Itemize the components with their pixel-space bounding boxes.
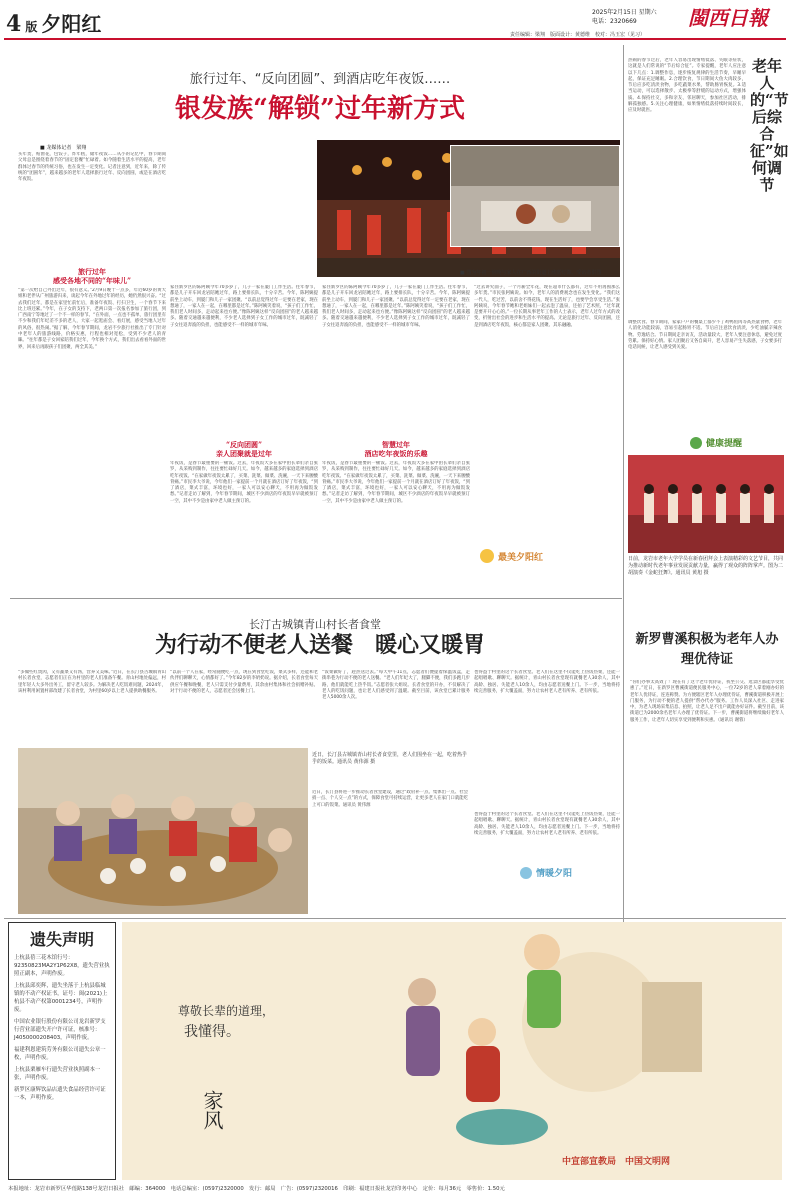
lead-tag bbox=[480, 548, 600, 564]
psa-slogan bbox=[178, 1002, 274, 1041]
stage-performance-illustration bbox=[628, 455, 784, 553]
notice-item: 上杭县邱奕辉，遗失坐落于上杭县临城镇的不动产权证书，证号：闽(2021)上杭县不动产权第0001234号，声明作废。 bbox=[14, 983, 108, 1013]
health-icon bbox=[690, 437, 702, 449]
page-number bbox=[6, 8, 101, 37]
notice-item: 上杭县栗雁车行遗失营业执照副本一张，声明作废。 bbox=[14, 1067, 101, 1081]
second-col-2: “以前一个人在家，经常随便吃一点，现在到食堂吃饭，菜式多样，还能和老伙伴们聊聊天，心情都好了。”今年82岁的李奶奶说。据介绍，长者食堂每天供应午餐和晚餐，老人只需支付少量费用，其余由村集体和社会捐赠补贴。对于行动不便的老人，志愿者还会送餐上门。 bbox=[170, 670, 318, 694]
notice-item: 福建利恩建筑劳务有限公司遗失公章一枚，声明作废。 bbox=[14, 1047, 106, 1061]
notice-title: 遗失声明 bbox=[29, 930, 94, 949]
right2-title: 新罗曹溪积极为老年人办理优待证 bbox=[635, 632, 779, 667]
lost-notice bbox=[8, 922, 116, 1180]
family-foot-wash-illustration bbox=[122, 922, 782, 1180]
lead-byline: ■ 龙媒体记者 梁翔 bbox=[40, 145, 87, 151]
second-col-3: “饭菜做好了，趁热送过去。”每天中午11点，志愿者们便提着保温饭盒，走街串巷为行动不便的老人送餐。“老人们年纪大了，腿脚不便，我们多跑几步路，他们就能吃上热乎饭。”志愿者张大姐说。长者食堂的开办，不仅解决了老人的吃饭问题，也让老人们感受到了温暖。截至目前，该食堂已累计服务老人5000余人次。 bbox=[322, 670, 470, 701]
lead-col-2b: 年夜饭，是春节最重要的一顿饭。过去，年夜饭大多在家中由长辈们亲自张罗，从采购到制作，往往要忙碌好几天。如今，越来越多的家庭选择到酒店吃年夜饭。“在家做年夜饭太累了，买菜、洗菜、做菜、洗碗，一天下来腰酸背痛。”市民李大爷说，今年他们一家提前一个月就在酒店订好了年夜饭，“到了酒店，菜式丰富，环境也好，一家人可以安心聊天，不用再为做饭发愁。”记者走访了解到，今年春节期间，城区不少酒店的年夜饭早早就被预订一空，其中不少是由家中老人做主预订的。 bbox=[170, 461, 318, 504]
second-photo bbox=[18, 748, 308, 914]
issue-weekday: 星期六 bbox=[638, 9, 657, 16]
bottom-rule bbox=[4, 918, 786, 919]
lead-headline-block bbox=[0, 48, 622, 138]
second-col-5: 也得益于村里的这个长者食堂。老人们在这里不仅能吃上热饭热菜，还能一起唱唱歌、聊聊天。据统计，青山村长者食堂现有就餐老人30余人，其中高龄、独居、失能老人10余人，均由志愿者送餐上门。下一步，当地将持续完善服务，扩大覆盖面，努力让农村老人老有所养、老有所依。 bbox=[474, 670, 620, 694]
lead-subhead-2: “反向团圆” 亲人团聚就是过年 bbox=[216, 440, 272, 458]
lead-title: 银发族“解锁”过年新方式 bbox=[175, 94, 465, 124]
header-phone: 电话：2320669 bbox=[592, 18, 637, 25]
notice-item: 上杭县蓓三花木馆行号：92350823MA2Y1P62X8，遗失营业执照正副本，声明作废。 bbox=[14, 955, 110, 977]
notice-item: 新罗区康辉饮品店遗失食品经营许可证一本，声明作废。 bbox=[14, 1087, 106, 1101]
lead-intro: 买年货，贴窗花，包饺子，炸年糕，储年夜饭……从小的记忆中，春节期间父母总是围绕着春节的“固定套餐”忙碌着。如今随着生活水平的提高，老年群体过春节的传统习俗，也在发生一定变化。记者注意到，近年来，除了传统的“团圆年”，越来越多的老年人选择旅行过年、反向团圆，或是在酒店吃年夜饭。 bbox=[18, 152, 166, 183]
second-tag bbox=[520, 866, 572, 879]
second-tag-label: 情暖夕阳 bbox=[536, 869, 573, 879]
right2-text: “你们办事太高效了！现在有了这个老年优待证，我坐公交、逛景区都能享受优惠了。”近日，在新罗区曹溪街道便民服务中心，一位72岁的老人拿着刚办好的老年人优待证，连连称赞。为方便辖区老年人办理优待证，曹溪街道积极开展上门服务，为行动不便的老人提供“帮办代办”服务。工作人员深入社区、走进家中，为老人现场采集信息、拍照，让老人足不出户就能办好证件。截至目前，该街道已为2000余名老年人办理了优待证。下一步，曹溪街道将继续做好老年人服务工作，让老年人切实享受到便利和实惠。（通讯员 谢蓉） bbox=[630, 680, 784, 723]
lead-subhead-3: 智慧过年 酒店吃年夜饭的乐趣 bbox=[364, 440, 428, 458]
sidebar-title: 老年人的“节后综合征”如何调节 bbox=[750, 57, 789, 194]
section-rule bbox=[10, 598, 622, 599]
lead-col-3b: 年夜饭，是春节最重要的一顿饭。过去，年夜饭大多在家中由长辈们亲自张罗，从采购到制作，往往要忙碌好几天。如今，越来越多的家庭选择到酒店吃年夜饭。“在家做年夜饭太累了，买菜、洗菜、做菜、洗碗，一天下来腰酸背痛。”市民李大爷说，今年他们一家提前一个月就在酒店订好了年夜饭，“到了酒店，菜式丰富，环境也好，一家人可以安心聊天，不用再为做饭发愁。”记者走访了解到，今年春节期间，城区不少酒店的年夜饭早早就被预订一空，其中不少是由家中老人做主预订的。 bbox=[322, 461, 470, 504]
page-footer: 本报地址：龙岩市新罗区华莲路138号龙岩日报社 邮编：364000 电话总编室：(0597)2320000 发行：邮局 广告：(0597)2320016 印刷：福建日报社龙岩印务中心 定价：每月36元 零售价：1.50元 bbox=[8, 1186, 505, 1192]
elderly-dining-illustration bbox=[18, 748, 308, 914]
page-number-value: 4 bbox=[6, 11, 22, 37]
lead-photo-caption: ■ 图为年初一傍晚与家人在广西的街道上欣赏灯饰。受访者供图 bbox=[460, 270, 602, 276]
sidebar-text-2: 调整饮食。春节期间，家家户户的餐桌上都少不了鸡鸭鱼肉等高热量食物，老年人消化功能较弱，容易引起肠胃不适。节后应注意饮食清淡，少吃油腻辛辣食物。劳逸结合。节日期间走亲访友，活动量较大，老年人要注意休息，避免过度劳累。保持好心情。家人团聚后又各自离开，老人容易产生失落感，子女要多打电话问候，让老人感受到关爱。 bbox=[628, 320, 782, 351]
restaurant-scene-illustration bbox=[451, 146, 620, 247]
editor-credits: 责任编辑：梁翔 版面设计：黄德维 校对：冯玉宏（见习） bbox=[510, 32, 646, 38]
heart-icon bbox=[520, 867, 532, 879]
second-kicker: 长汀古城镇青山村长者食堂 bbox=[249, 618, 381, 631]
issue-date: 2025年2月15日 bbox=[592, 9, 637, 16]
psa-ad bbox=[122, 922, 782, 1180]
second-col-1: “多做些红烧肉，又有蔬菜又有汤，营养又美味。”近日，在长汀县古城镇青山村长者食堂，志愿者们正在为村里的老人们准备午餐。青山村地处偏远，村里年轻人大多外出务工，留守老人较多。为解决老人吃饭难问题，2024年，该村利用闲置村部改建了长者食堂，为村里60岁以上老人提供助餐服务。 bbox=[18, 670, 166, 694]
masthead-logo: 閩西日報 bbox=[688, 6, 768, 30]
notice-item: 中国农业银行股份有限公司龙岩新罗支行营业部遗失开户许可证，核准号：J4050000208403，声明作废。 bbox=[14, 1019, 106, 1041]
lead-subhead-1: 旅行过年 感受各地不同的“年味儿” bbox=[52, 267, 132, 285]
page-unit: 版 bbox=[25, 20, 38, 34]
header-rule bbox=[4, 38, 786, 40]
health-tag bbox=[690, 436, 742, 449]
lead-col-4: “过去讲究面子，一个月薪全年花，现在超市什么都有，过年不用再囤那么多年货。”市民张阿姨说。如今，老年人的消费观念也在发生变化。“我们这一代人，吃过苦，以前舍不得花钱，现在生活好了，也要学会享受生活。”张阿姨说，今年春节她和老姐妹们一起去泡了温泉，还拍了艺术照，“过年就是要开开心心的。”一位长期从事老年工作的人士表示，老年人过年方式的改变，折射出社会的进步和生活水平的提高。无论是旅行过年、反向团圆，还是到酒店吃年夜饭，核心都是家人团聚、其乐融融。 bbox=[474, 285, 620, 328]
notice-list bbox=[9, 950, 115, 1110]
health-tag-label: 健康提醒 bbox=[706, 439, 743, 449]
lead-tag-label: 最美夕阳红 bbox=[498, 552, 544, 563]
second-title: 为行动不便老人送餐 暖心又暖胃 bbox=[154, 632, 485, 658]
lead-photo-inset bbox=[450, 145, 620, 247]
psa-footer: 中宣部宣教局 中国文明网 bbox=[562, 1157, 671, 1167]
lead-col-2: 家住新罗区的陈阿姨今年70多岁了，儿子一家在厦门工作生活。往年春节，都是儿子开车回龙岩陪她过年，路上要排长队，十分辛苦。今年，陈阿姨提前坐上动车，到厦门和儿子一家团聚。“以前总觉得过年一定要在老家，现在想通了，一家人在一起，在哪里都是过年。”陈阿姨笑着说，“孩子们工作忙，我们老人时间多，走动起来也方便。”像陈阿姨这样“反向团圆”的老人越来越多。随着交通越来越便利，不少老人选择到子女工作的城市过年，既减轻了子女往返奔波的负担，也能感受不一样的城市年味。 bbox=[170, 285, 318, 328]
second-photo-caption: 近日，长汀县古城镇青山村长者食堂里，老人们围坐在一起，吃着热乎乎的饭菜。通讯员 黄伟源 摄 bbox=[312, 752, 468, 765]
psa-seal: 家风 bbox=[200, 1090, 224, 1130]
sidebar-text-1: 热闹的春节过后，老年人容易出现情绪低落、失眠等症状，这就是人们常说的“节后综合征”。专家提醒，老年人应注意以下几点：1.调整作息，逐步恢复规律的生活节奏，早睡早起，保证充足睡眠。2.合理饮食，节日期间大鱼大肉较多，节后应多吃清淡食物，多吃蔬菜水果，帮助肠胃恢复。3.适当运动，可以选择散步、太极拳等舒缓的运动方式，增强体质。4.保持社交，多和亲友、邻居聊天，参加社区活动，排解孤独感。5.关注心理健康，如果情绪低落持续时间较长，应及时就医。 bbox=[628, 58, 746, 114]
section-name: 夕阳红 bbox=[41, 12, 102, 36]
lead-kicker: 旅行过年、“反向团圆”、到酒店吃年夜饭…… bbox=[189, 72, 451, 87]
flower-icon bbox=[480, 549, 494, 563]
page-header bbox=[0, 0, 790, 40]
lead-col-1: “第一次给自己外出过年，很有意义。”2月9日晚十一点多，年近60岁的黄大姐和老伴从广州旅游归来，谈起今年在外地过年的经历，她仍然很兴奋。“过去我们过年，都是在家里忙前忙后，准备年夜饭、打扫卫生，一个春节下来比上班还累。”今年，在子女的支持下，老两口第一次报名参加了旅行团，到广西南宁等地过了一个不一样的春节。“在外面，一点也不孤单，旅行团里有不少和我们年纪差不多的老人，大家一起逛庙会、看灯展，感受当地人过年的风俗，很热闹。”据了解，今年春节期间，龙岩不少旅行社推出了专门针对中老年人的旅游线路，价格实惠，行程也相对宽松，受到不少老人的青睐。“往年都是子女回家陪我们过年，今年换个方式，我们出去看看外面的世界，回来后再跟孩子们团聚，两全其美。” bbox=[18, 288, 166, 350]
second-col-4: 近日，长汀县将进一步推动长者食堂建设，通过“政府补一点、集体出一点、社会捐一点、个人交一点”的方式，保障食堂可持续运营，让更多老人在家门口就能吃上可口的饭菜。通讯员 黄伟源 bbox=[312, 790, 468, 808]
second-col-6: 也得益于村里的这个长者食堂。老人们在这里不仅能吃上热饭热菜，还能一起唱唱歌、聊聊天。据统计，青山村长者食堂现有就餐老人30余人，其中高龄、独居、失能老人10余人，均由志愿者送餐上门。下一步，当地将持续完善服务，扩大覆盖面，努力让农村老人老有所养、老有所依。 bbox=[474, 812, 620, 836]
sidebar-photo bbox=[628, 455, 784, 553]
header-meta bbox=[592, 8, 657, 26]
sidebar-photo-caption: 日前，龙岩市老年大学学员在新春团拜会上表演精彩的文艺节目，共同为推动新时代老年事业发展贡献力量，赢得了观众的阵阵掌声。图为二胡演奏《金蛇狂舞》。通讯员 黄旭 摄 bbox=[628, 556, 784, 576]
lead-col-3: 家住新罗区的陈阿姨今年70多岁了，儿子一家在厦门工作生活。往年春节，都是儿子开车回龙岩陪她过年，路上要排长队，十分辛苦。今年，陈阿姨提前坐上动车，到厦门和儿子一家团聚。“以前总觉得过年一定要在老家，现在想通了，一家人在一起，在哪里都是过年。”陈阿姨笑着说，“孩子们工作忙，我们老人时间多，走动起来也方便。”像陈阿姨这样“反向团圆”的老人越来越多。随着交通越来越便利，不少老人选择到子女工作的城市过年，既减轻了子女往返奔波的负担，也能感受不一样的城市年味。 bbox=[322, 285, 470, 328]
psa-slogan-line-1: 尊敬长辈的道理， bbox=[178, 1004, 275, 1018]
psa-slogan-line-2: 我懂得。 bbox=[184, 1024, 240, 1040]
